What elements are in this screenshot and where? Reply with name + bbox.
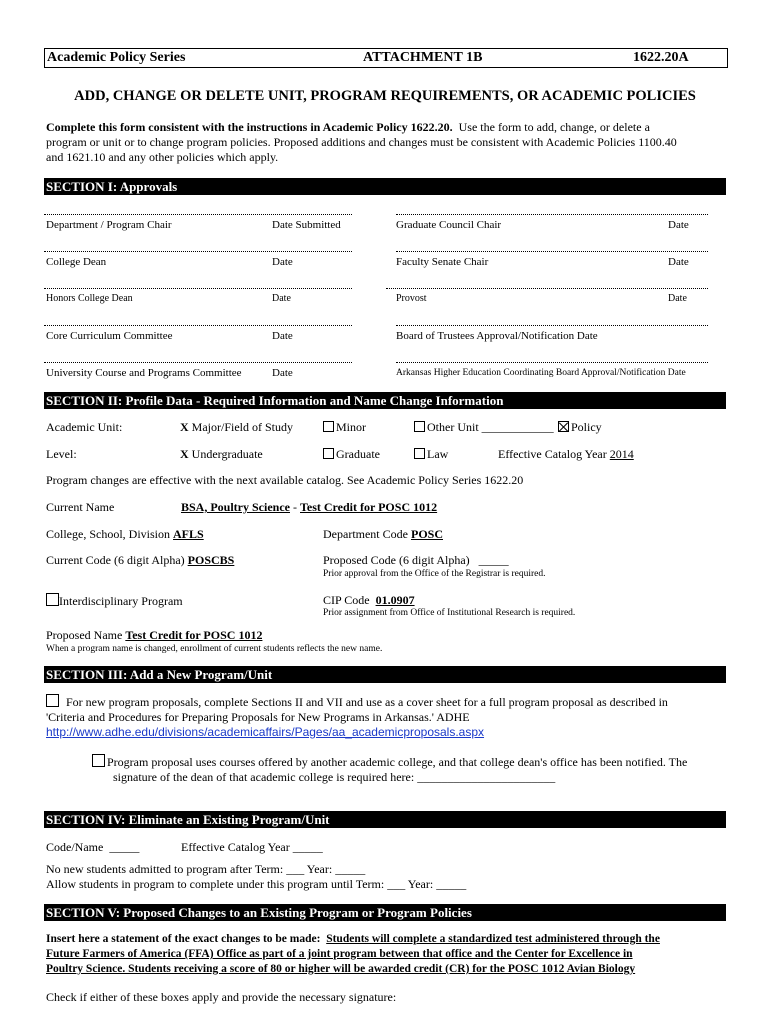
approval-label: Graduate Council Chair (396, 219, 502, 231)
law-checkbox[interactable] (414, 448, 425, 459)
other-college-paragraph (92, 754, 732, 785)
approval-date-label: Date (668, 293, 687, 304)
cip-label: CIP Code (323, 593, 370, 607)
signature-line[interactable] (44, 288, 352, 289)
proposed-code-field (323, 553, 509, 568)
undergraduate-mark: X (180, 447, 189, 461)
signature-line[interactable] (396, 362, 708, 363)
signature-line[interactable] (396, 251, 708, 252)
current-name-label: Current Name (46, 500, 115, 514)
eliminate-catalog-label: Effective Catalog Year (181, 840, 290, 854)
minor-label: Minor (336, 420, 366, 434)
approvals-grid (44, 214, 726, 384)
approval-label: Faculty Senate Chair (396, 256, 489, 268)
graduate-label: Graduate (336, 447, 380, 461)
signature-line[interactable] (396, 325, 708, 326)
changes-text-3: Poultry Science. Students receiving a score of 80 or higher will be awarded credit (CR) for the POSC 1012 Avian Biology (46, 963, 636, 975)
current-name-program: BSA, Poultry Science (181, 500, 290, 514)
major-label: Major/Field of Study (191, 420, 294, 434)
graduate-option[interactable] (323, 447, 380, 462)
approval-label: Arkansas Higher Education Coordinating Board Approval/Notification Date (396, 368, 686, 378)
eliminate-catalog-field (181, 840, 323, 855)
proposed-name-field (46, 628, 262, 643)
header-attachment: ATTACHMENT 1B (363, 50, 483, 65)
new-program-text-2: 'Criteria and Procedures for Preparing Proposals for New Programs in Arkansas.' ADHE (46, 710, 470, 724)
intro-text-3: and 1621.10 and any other policies which apply. (46, 150, 279, 164)
approval-date-label: Date (668, 256, 689, 268)
department-value[interactable]: POSC (410, 527, 443, 541)
signature-line[interactable] (396, 214, 708, 215)
policy-option[interactable] (558, 420, 602, 435)
page-title: ADD, CHANGE OR DELETE UNIT, PROGRAM REQUIREMENTS, OR ACADEMIC POLICIES (74, 88, 696, 104)
approval-label: Department / Program Chair (46, 219, 172, 231)
other-college-text-1: Program proposal uses courses offered by another academic college, and that college dean's office has been notified. The (107, 755, 688, 769)
adhe-proposals-link[interactable]: http://www.adhe.edu/divisions/academicaffairs/Pages/aa_academicproposals.aspx (46, 725, 485, 739)
section-2-heading: SECTION II: Profile Data - Required Information and Name Change Information (44, 392, 726, 409)
college-value[interactable]: AFLS (173, 527, 204, 541)
intro-text-1: Use the form to add, change, or delete a (452, 120, 650, 134)
interdisciplinary-label: Interdisciplinary Program (59, 594, 183, 608)
policy-checkbox[interactable] (558, 421, 569, 432)
signature-line[interactable] (44, 251, 352, 252)
minor-option[interactable] (323, 420, 366, 435)
new-program-paragraph (46, 694, 726, 740)
current-name-separator: - (290, 500, 300, 514)
interdisciplinary-option[interactable] (46, 593, 183, 609)
approval-date-label: Date (668, 219, 689, 231)
other-unit-option[interactable] (414, 420, 554, 435)
new-program-checkbox[interactable] (46, 694, 59, 707)
other-college-checkbox[interactable] (92, 754, 105, 767)
signature-line[interactable] (44, 362, 352, 363)
current-code-value[interactable]: POSCBS (187, 553, 235, 567)
approval-label: Provost (396, 293, 427, 304)
intro-bold: Complete this form consistent with the instructions in Academic Policy 1622.20. (46, 120, 453, 134)
changes-text-1: Students will complete a standardized test administered through the (326, 933, 660, 945)
changes-text-2: Future Farmers of America (FFA) Office as part of a joint program between that office and the Center for Excellence in (46, 948, 633, 960)
current-code-field (46, 553, 234, 568)
section-1-heading: SECTION I: Approvals (44, 178, 726, 195)
major-mark: X (180, 420, 189, 434)
check-boxes-note: Check if either of these boxes apply and provide the necessary signature: (46, 990, 397, 1004)
intro-text-2: program or unit or to change program policies. Proposed additions and changes must be consistent with Academic Policies 1100.40 (46, 135, 677, 149)
proposed-code-label: Proposed Code (6 digit Alpha) (323, 553, 470, 567)
approval-label: Honors College Dean (46, 293, 133, 304)
other-college-text-2: signature of the dean of that academic college is required here: _______________________ (113, 770, 556, 784)
signature-line[interactable] (386, 288, 708, 289)
eliminate-catalog-blank[interactable]: _____ (292, 840, 323, 854)
allow-students-line[interactable]: Allow students in program to complete under this program until Term: ___ Year: _____ (46, 877, 467, 891)
code-name-blank[interactable]: _____ (109, 840, 140, 854)
cip-field (323, 593, 415, 608)
department-label: Department Code (323, 527, 408, 541)
header-series: Academic Policy Series (47, 50, 186, 65)
current-name-option: Test Credit for POSC 1012 (300, 500, 438, 514)
proposed-name-label: Proposed Name (46, 628, 123, 642)
college-field (46, 527, 204, 542)
approval-label: College Dean (46, 256, 107, 268)
registrar-note: Prior approval from the Office of the Registrar is required. (323, 569, 546, 579)
approval-date-label: Date Submitted (272, 219, 341, 231)
department-field (323, 527, 443, 542)
other-unit-checkbox[interactable] (414, 421, 425, 432)
minor-checkbox[interactable] (323, 421, 334, 432)
law-option[interactable] (414, 447, 448, 462)
approval-date-label: Date (272, 330, 293, 342)
major-option[interactable] (180, 420, 293, 435)
code-name-field (46, 840, 139, 855)
current-name-field[interactable] (181, 500, 437, 515)
graduate-checkbox[interactable] (323, 448, 334, 459)
intro-paragraph (46, 120, 726, 165)
section-3-heading: SECTION III: Add a New Program/Unit (44, 666, 726, 683)
changes-insert-label: Insert here a statement of the exact changes to be made: (46, 933, 321, 945)
approval-date-label: Date (272, 256, 293, 268)
other-unit-blank[interactable]: ____________ (481, 420, 554, 434)
approval-date-label: Date (272, 367, 293, 379)
other-unit-label: Other Unit (427, 420, 479, 434)
level-label: Level: (46, 447, 77, 461)
signature-line[interactable] (44, 214, 352, 215)
law-label: Law (427, 447, 449, 461)
approval-label: Board of Trustees Approval/Notification Date (396, 330, 598, 342)
interdisciplinary-checkbox[interactable] (46, 593, 59, 606)
new-program-text-1: For new program proposals, complete Sections II and VII and use as a cover sheet for a full program proposal as described in (66, 695, 668, 709)
approval-label: University Course and Programs Committee (46, 367, 242, 379)
section-5-heading: SECTION V: Proposed Changes to an Existing Program or Program Policies (44, 904, 726, 921)
header-number: 1622.20A (633, 50, 689, 65)
name-change-note: When a program name is changed, enrollment of current students reflects the new name. (46, 644, 383, 654)
proposed-name-value[interactable]: Test Credit for POSC 1012 (125, 628, 263, 642)
changes-statement[interactable] (46, 932, 726, 977)
current-code-label: Current Code (6 digit Alpha) (46, 553, 185, 567)
policy-label: Policy (571, 420, 602, 434)
signature-line[interactable] (44, 325, 352, 326)
header-bar (44, 48, 728, 68)
proposed-code-blank[interactable]: _____ (478, 553, 509, 567)
undergraduate-label: Undergraduate (191, 447, 263, 461)
section-4-heading: SECTION IV: Eliminate an Existing Program/Unit (44, 811, 726, 828)
approval-date-label: Date (272, 293, 291, 304)
effective-catalog-value[interactable]: 2014 (609, 447, 634, 461)
effective-catalog-label: Effective Catalog Year (498, 447, 607, 461)
college-label: College, School, Division (46, 527, 170, 541)
academic-unit-label: Academic Unit: (46, 420, 123, 434)
cip-note: Prior assignment from Office of Institutional Research is required. (323, 608, 576, 618)
effective-catalog-year (498, 447, 634, 462)
undergraduate-option[interactable] (180, 447, 263, 462)
approval-label: Core Curriculum Committee (46, 330, 173, 342)
effective-note: Program changes are effective with the next available catalog. See Academic Policy Series 1622.20 (46, 473, 524, 487)
no-new-students-line[interactable]: No new students admitted to program after Term: ___ Year: _____ (46, 862, 366, 876)
code-name-label: Code/Name (46, 840, 104, 854)
cip-value[interactable]: 01.0907 (375, 593, 415, 607)
